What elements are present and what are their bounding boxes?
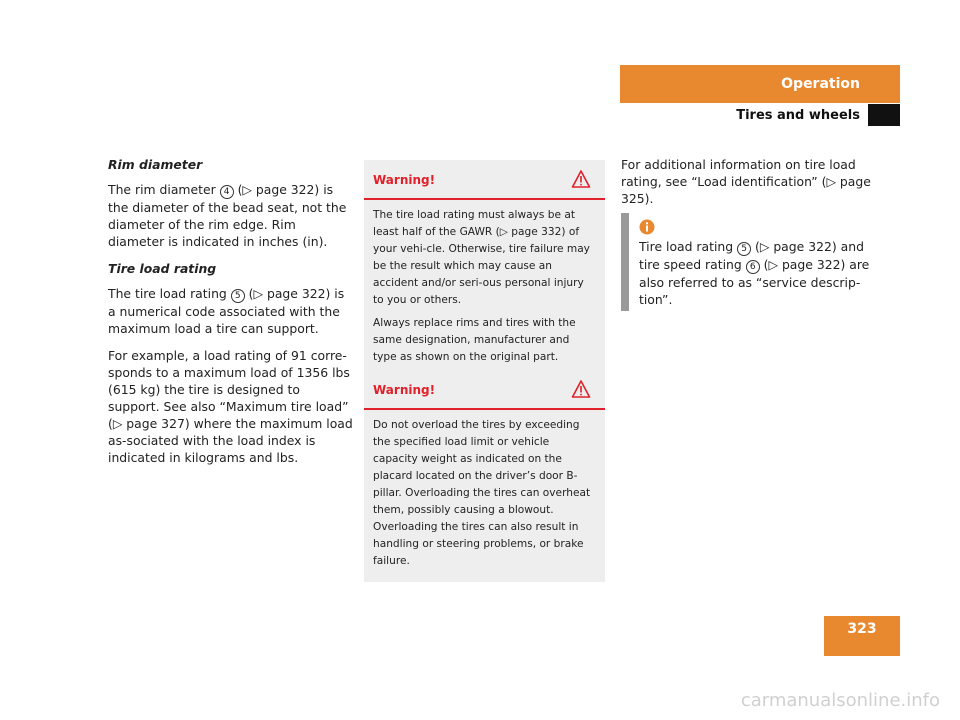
page-number-text: 323: [847, 621, 877, 637]
load-example-text: For example, a load rating of 91 corre-sponds to a maximum load of 1356 lbs (615 kg) the tire is designed to support. See also “Maximum tire load” (▷ page 327) where the maximum load as-sociated with the load index is indicated in kilograms and lbs.: [108, 348, 353, 465]
left-column: [108, 156, 353, 476]
warning-paragraph: Do not overload the tires by exceeding the specified load limit or vehicle capacity weight as indicated on the placard located on the driver’s door B-pillar. Overloading the tires can overheat them, possibly causing a blowout. Overloading the tires can also result in handling or steering problems, or brake failure.: [373, 419, 591, 567]
warning-header: [364, 160, 605, 200]
info-box: [621, 213, 871, 311]
subsection-marker: [868, 104, 900, 126]
callout-number: 4: [220, 185, 234, 199]
rim-diameter-text: The rim diameter 4 (▷ page 322) is the diameter of the bead seat, not the diameter of the rim edge. Rim diameter is indicated in inches (in).: [108, 182, 347, 249]
warning-title: Warning!: [373, 173, 436, 187]
callout-number: 5: [737, 242, 751, 256]
warning-paragraph: Always replace rims and tires with the same designation, manufacturer and type as shown on the original part.: [373, 317, 576, 363]
tire-load-text: The tire load rating 5 (▷ page 322) is a numerical code associated with the maximum load a tire can support.: [108, 286, 345, 336]
subsection-title-text: Tires and wheels: [736, 108, 860, 123]
watermark: carmanualsonline.info: [740, 690, 940, 711]
warning-box-1: [364, 160, 605, 378]
callout-number: 5: [231, 289, 245, 303]
warning-triangle-icon: [571, 379, 591, 399]
load-identification-text: For additional information on tire load rating, see “Load identification” (▷ page 325).: [621, 157, 871, 206]
warning-paragraph: The tire load rating must always be at least half of the GAWR (▷ page 332) of your vehi-cle. Otherwise, tire failure may be the result which may cause an accident and/or seri-ous personal injury to you or others.: [373, 209, 590, 306]
rim-diameter-heading: Rim diameter: [108, 157, 203, 172]
info-icon: [639, 219, 655, 235]
subsection-title: [620, 104, 900, 126]
warning-header: [364, 370, 605, 410]
warning-body: [364, 410, 605, 582]
section-title-text: Operation: [781, 76, 860, 92]
warning-title: Warning!: [373, 383, 436, 397]
section-title: [620, 65, 900, 103]
right-column: [621, 156, 871, 217]
page-number: [824, 616, 900, 656]
info-text: Tire load rating 5 (▷ page 322) and tire speed rating 6 (▷ page 322) are also referred to as “service descrip-tion”.: [639, 239, 870, 307]
callout-number: 6: [746, 260, 760, 274]
tire-load-heading: Tire load rating: [108, 261, 217, 276]
warning-box-2: [364, 370, 605, 582]
warning-body: [364, 200, 605, 378]
warning-triangle-icon: [571, 169, 591, 189]
